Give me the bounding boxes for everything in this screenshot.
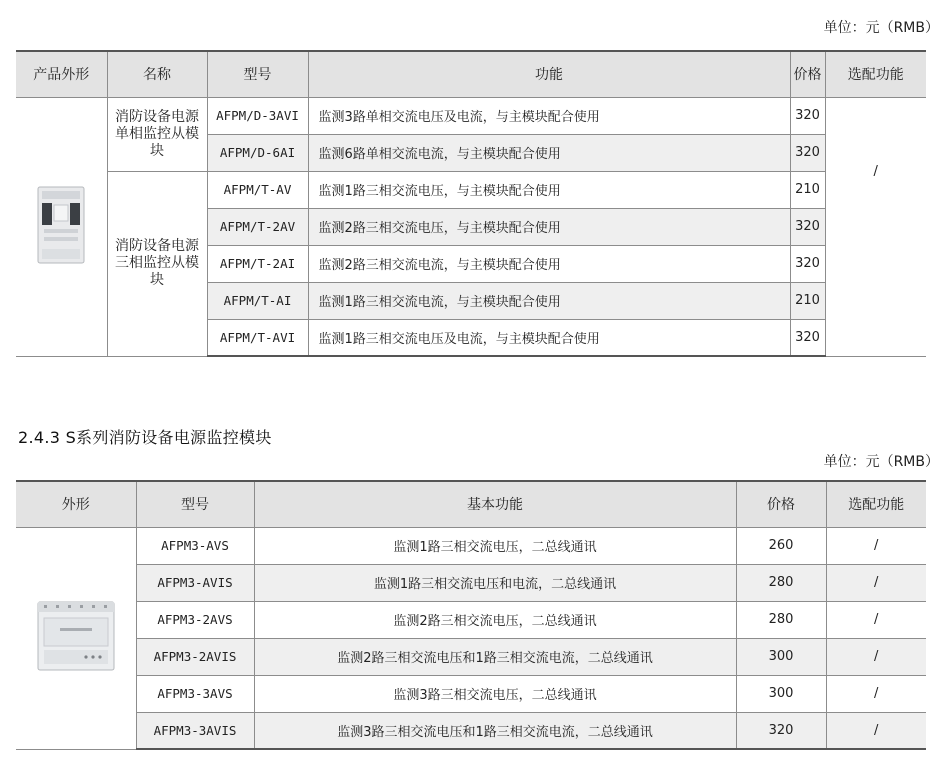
- price-cell: 280: [736, 564, 826, 601]
- table-row: [16, 527, 926, 564]
- header-function: 功能: [308, 51, 790, 97]
- model-cell: AFPM3-3AVIS: [136, 712, 254, 749]
- price-cell: 300: [736, 675, 826, 712]
- table-row: [16, 171, 926, 208]
- function-cell: 监测3路三相交流电压，二总线通讯: [254, 675, 736, 712]
- header-basic-function: 基本功能: [254, 481, 736, 527]
- price-cell: 320: [790, 319, 825, 356]
- price-cell: 320: [790, 134, 825, 171]
- header-price: 价格: [790, 51, 825, 97]
- model-cell: AFPM3-2AVIS: [136, 638, 254, 675]
- options-cell: /: [826, 638, 926, 675]
- table-row: [16, 712, 926, 749]
- model-cell: AFPM/T-2AI: [207, 245, 308, 282]
- price-cell: 320: [790, 97, 825, 134]
- options-cell: /: [826, 564, 926, 601]
- price-cell: 320: [790, 245, 825, 282]
- header-model: 型号: [136, 481, 254, 527]
- function-cell: 监测2路三相交流电压，二总线通讯: [254, 601, 736, 638]
- model-cell: AFPM/T-AI: [207, 282, 308, 319]
- model-cell: AFPM3-2AVS: [136, 601, 254, 638]
- table-row: [16, 97, 926, 134]
- model-cell: AFPM3-3AVS: [136, 675, 254, 712]
- price-cell: 210: [790, 171, 825, 208]
- group-name-three-phase: 消防设备电源三相监控从模块: [107, 171, 207, 356]
- function-cell: 监测2路三相交流电流，与主模块配合使用: [308, 245, 790, 282]
- header-options: 选配功能: [825, 51, 926, 97]
- function-cell: 监测1路三相交流电压，与主模块配合使用: [308, 171, 790, 208]
- price-cell: 280: [736, 601, 826, 638]
- unit-label-2: 单位：元（RMB）: [823, 454, 939, 470]
- price-table-slave-modules: [16, 50, 926, 357]
- price-cell: 320: [790, 208, 825, 245]
- header-price: 价格: [736, 481, 826, 527]
- function-cell: 监测2路三相交流电压和1路三相交流电流，二总线通讯: [254, 638, 736, 675]
- unit-label-1: 单位：元（RMB）: [823, 20, 939, 36]
- options-cell: /: [825, 97, 926, 356]
- table-header-row: [16, 481, 926, 527]
- header-options: 选配功能: [826, 481, 926, 527]
- model-cell: AFPM/D-3AVI: [207, 97, 308, 134]
- model-cell: AFPM3-AVIS: [136, 564, 254, 601]
- price-table-s-series: [16, 480, 926, 750]
- price-cell: 260: [736, 527, 826, 564]
- function-cell: 监测6路单相交流电流，与主模块配合使用: [308, 134, 790, 171]
- options-cell: /: [826, 712, 926, 749]
- function-cell: 监测1路三相交流电压和电流，二总线通讯: [254, 564, 736, 601]
- price-cell: 210: [790, 282, 825, 319]
- group-name-single-phase: 消防设备电源单相监控从模块: [107, 97, 207, 171]
- function-cell: 监测1路三相交流电压及电流，与主模块配合使用: [308, 319, 790, 356]
- header-name: 名称: [107, 51, 207, 97]
- model-cell: AFPM3-AVS: [136, 527, 254, 564]
- table-row: [16, 675, 926, 712]
- table-header-row: [16, 51, 926, 97]
- product-image-cell: [16, 527, 136, 749]
- options-cell: /: [826, 601, 926, 638]
- options-cell: /: [826, 527, 926, 564]
- header-model: 型号: [207, 51, 308, 97]
- function-cell: 监测3路三相交流电压和1路三相交流电流，二总线通讯: [254, 712, 736, 749]
- header-product-image: 产品外形: [16, 51, 107, 97]
- model-cell: AFPM/T-AV: [207, 171, 308, 208]
- price-cell: 300: [736, 638, 826, 675]
- table-row: [16, 638, 926, 675]
- table-row: [16, 564, 926, 601]
- function-cell: 监测2路三相交流电压，与主模块配合使用: [308, 208, 790, 245]
- product-image-cell: [16, 97, 107, 356]
- table-row: [16, 601, 926, 638]
- section-title: 2.4.3 S系列消防设备电源监控模块: [18, 428, 272, 447]
- header-image: 外形: [16, 481, 136, 527]
- function-cell: 监测1路三相交流电流，与主模块配合使用: [308, 282, 790, 319]
- s-series-module-device-image: [36, 600, 116, 672]
- slave-module-device-image: [36, 185, 86, 265]
- options-cell: /: [826, 675, 926, 712]
- function-cell: 监测1路三相交流电压，二总线通讯: [254, 527, 736, 564]
- function-cell: 监测3路单相交流电压及电流，与主模块配合使用: [308, 97, 790, 134]
- model-cell: AFPM/D-6AI: [207, 134, 308, 171]
- model-cell: AFPM/T-AVI: [207, 319, 308, 356]
- model-cell: AFPM/T-2AV: [207, 208, 308, 245]
- price-cell: 320: [736, 712, 826, 749]
